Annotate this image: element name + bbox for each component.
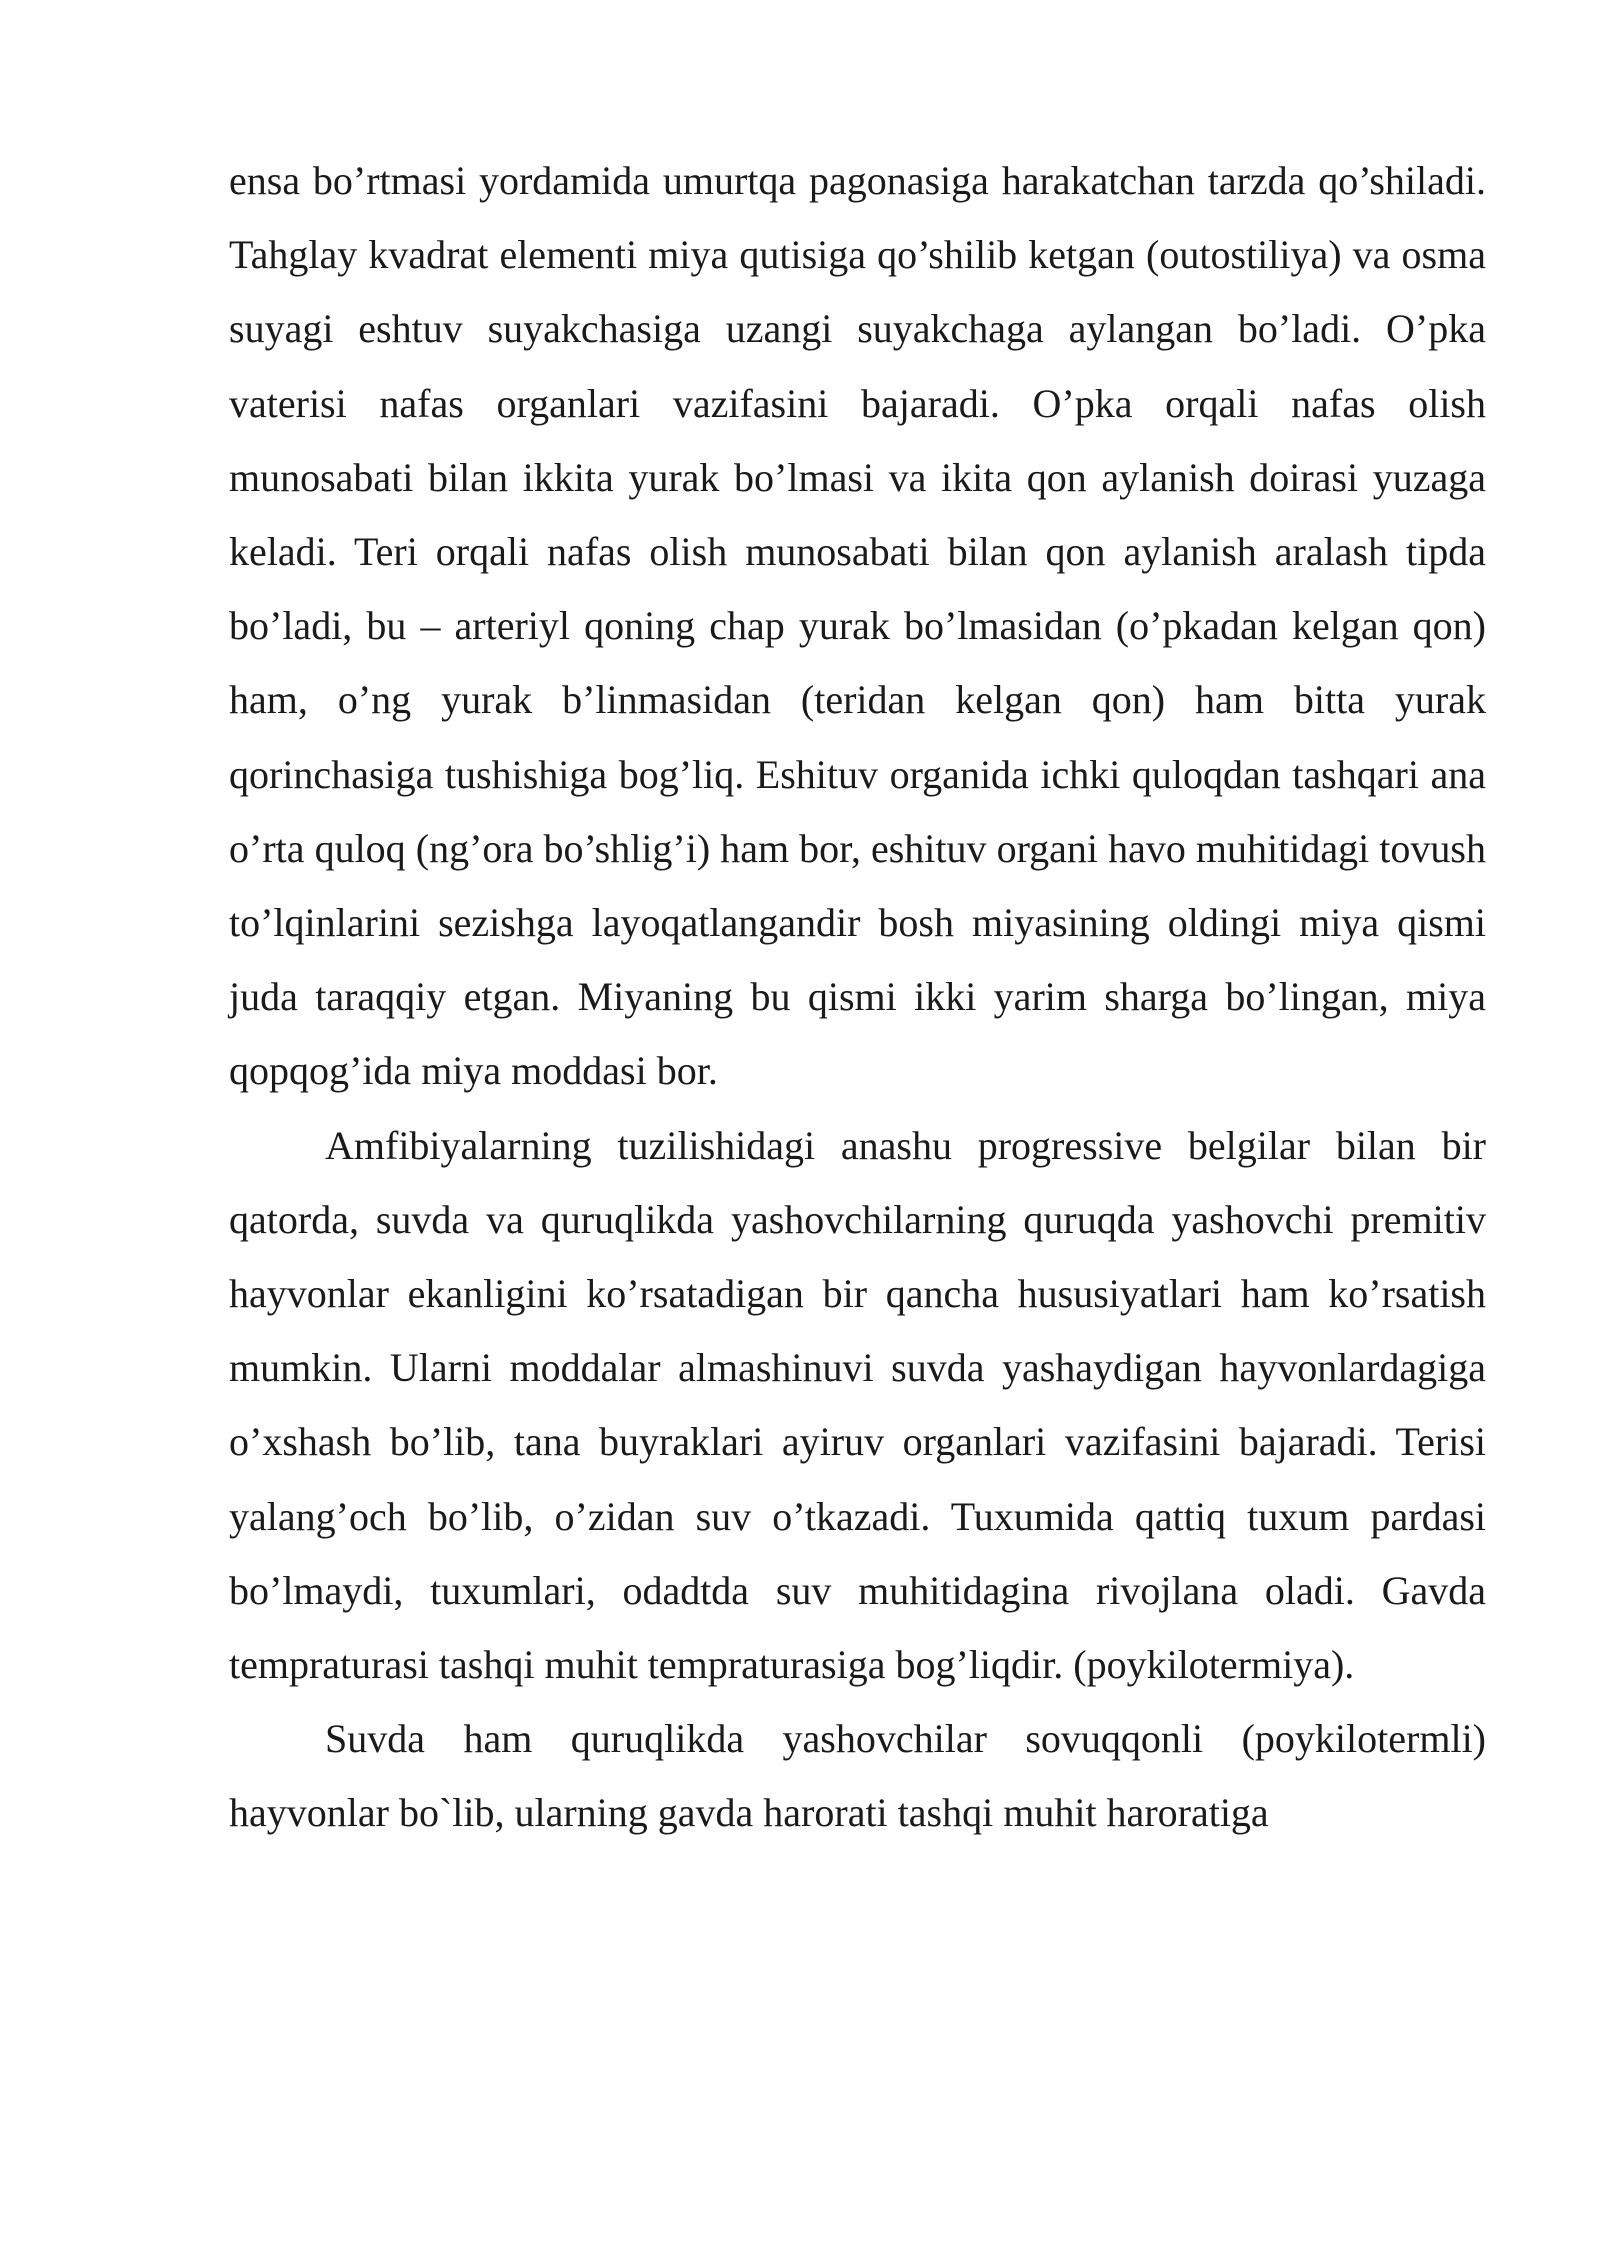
paragraph-continuation: ensa bo’rtmasi yordamida umurtqa pagonasiga harakatchan tarzda qo’shiladi. Tahglay kvadrat elementi miya qutisiga qo’shilib ketgan (outostiliya) va osma suyagi eshtuv suyakchasiga uzangi suyakchaga aylangan bo’ladi. O’pka vaterisi nafas organlari vazifasini bajaradi. O’pka orqali nafas olish munosabati bilan ikkita yurak bo’lmasi va ikita qon aylanish doirasi yuzaga keladi. Teri orqali nafas olish munosabati bilan qon aylanish aralash tipda bo’ladi, bu – arteriyl qoning chap yurak bo’lmasidan (o’pkadan kelgan qon) ham, o’ng yurak b’linmasidan (teridan kelgan qon) ham bitta yurak qorinchasiga tushishiga bog’liq. Eshituv organida ichki quloqdan tashqari ana o’rta quloq (ng’ora bo’shlig’i) ham bor, eshituv organi havo muhitidagi tovush to’lqinlarini sezishga layoqatlangandir bosh miyasining oldingi miya qismi juda taraqqiy etgan. Miyaning bu qismi ikki yarim sharga bo’lingan, miya qopqog’ida miya moddasi bor. [229,158,1486,1094]
body-text [229,144,1486,1851]
paragraph-poikilothermy: Suvda ham quruqlikda yashovchilar sovuqqonli (poykilotermli) hayvonlar bo`lib, ularning gavda harorati tashqi muhit haroratiga [229,1716,1486,1836]
paragraph-amfibiya-features: Amfibiyalarning tuzilishidagi anashu progressive belgilar bilan bir qatorda, suvda va quruqlikda yashovchilarning quruqda yashovchi premitiv hayvonlar ekanligini ko’rsatadigan bir qancha hususiyatlari ham ko’rsatish mumkin. Ularni moddalar almashinuvi suvda yashaydigan hayvonlardagiga o’xshash bo’lib, tana buyraklari ayiruv organlari vazifasini bajaradi. Terisi yalang’och bo’lib, o’zidan suv o’tkazadi. Tuxumida qattiq tuxum pardasi bo’lmaydi, tuxumlari, odadtda suv muhitidagina rivojlana oladi. Gavda tempraturasi tashqi muhit tempraturasiga bog’liqdir. (poykilotermiya). [229,1122,1486,1688]
